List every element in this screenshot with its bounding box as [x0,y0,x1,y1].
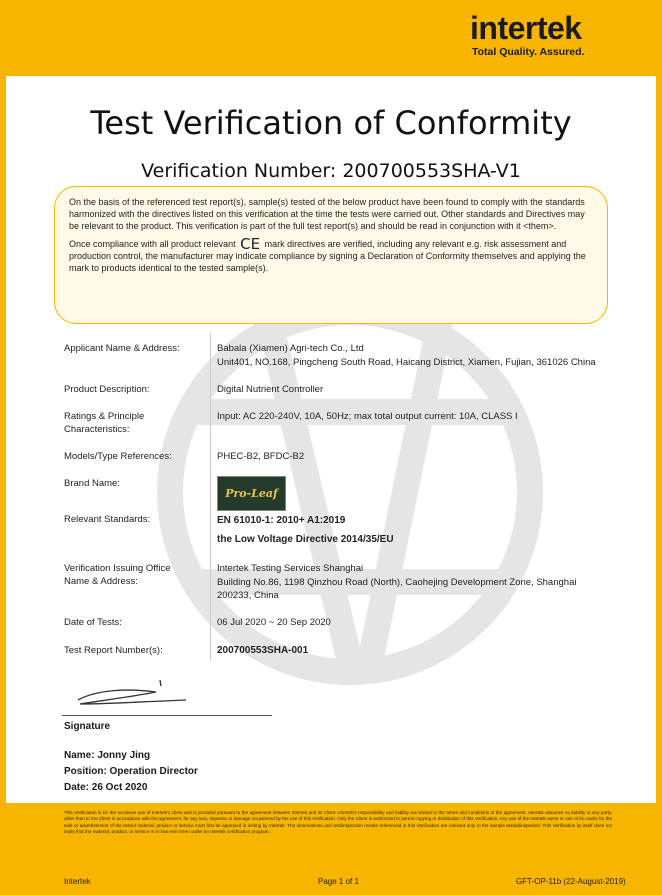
intro-text-a: Once compliance with all product relevant [69,239,236,249]
signature-date: Date: 26 Oct 2020 [64,782,148,793]
intro-box [54,186,608,324]
standards-value-1: EN 61010-1: 2010+ A1:2019 [217,515,346,526]
intro-text-b: mark directives are verified, including any relevant e.g. risk assessment and production control, the manufacturer may indicate compliance by signing a Declaration of Conformity themselves and applying the mark to products identical to the tested sample(s). [69,239,586,273]
document-title: Test Verification of Conformity [90,104,572,142]
intro-paragraph-2 [69,235,593,274]
verification-number: Verification Number: 200700553SHA-V1 [141,160,521,182]
intro-paragraph-1: On the basis of the referenced test report(s), sample(s) tested of the below product have been found to comply with the standards harmonized with the directives listed on this verification at the time the tests were carried out. Other standards and Directives may be relevant to the product. This verification is part of the full test report(s) and should be read in conjunction with it <them>. [69,197,585,231]
handwritten-signature [66,674,196,714]
standards-label: Relevant Standards: [64,514,151,525]
applicant-label: Applicant Name & Address: [64,343,180,354]
signature-label: Signature [64,721,111,732]
report-value: 200700553SHA-001 [217,645,309,656]
dates-value: 06 Jul 2020 ~ 20 Sep 2020 [217,617,331,628]
signatory-position: Position: Operation Director [64,766,198,777]
brand-logo-text: Pro-Leaf [225,487,278,500]
office-label: Verification Issuing Office Name & Address: [64,563,171,587]
brand-label: Brand Name: [64,478,120,489]
logo-tagline: Total Quality. Assured. [472,46,585,58]
signature-line [62,715,272,716]
ratings-label: Ratings & Principle Characteristics: [64,411,145,435]
applicant-name: Babala (Xiamen) Agri-tech Co., Ltd [217,343,364,354]
office-name: Intertek Testing Services Shanghai [217,563,364,574]
footer-company: Intertek [64,877,91,886]
footer-page-number: Page 1 of 1 [318,877,359,886]
applicant-address: Unit401, NO.168, Pingcheng South Road, Haicang District, Xiamen, Fujian, 361026 China [217,357,596,368]
office-address: Building No.86, 1198 Qinzhou Road (North), Caohejing Development Zone, Shanghai 200233, China [217,577,577,601]
footer-form-code: GFT-OP-11b (22-August-2019) [516,877,626,886]
standards-value-2: the Low Voltage Directive 2014/35/EU [217,534,394,545]
product-value: Digital Nutrient Controller [217,384,324,395]
column-divider [210,333,211,660]
dates-label: Date of Tests: [64,617,122,628]
product-label: Product Description: [64,384,150,395]
models-value: PHEC-B2, BFDC-B2 [217,451,305,462]
signatory-name: Name: Jonny Jing [64,750,151,761]
brand-logo [217,476,286,511]
ce-mark-icon: CE [240,235,261,253]
intertek-logo: intertek [470,10,582,46]
disclaimer-text: This Verification is for the exclusive use of Intertek's client and is provided pursuant to the agreement between Intertek and its Client. Intertek's responsibility and liability are limited to the terms and conditions of the agreement. Intertek assumes no liability to any party, other than to the Client in accordance with the agreement, for any loss, expense or damage occasioned by the use of this Verification. Only the Client is authorized to permit copying or distribution of this Verification. Any use of the Intertek name or one of its marks for the sale or advertisement of the tested material, product or service must first be approved in writing by Intertek. The observations and test/inspection results referenced in this Verification are relevant only to the sample tested/inspected. This Verification by itself does not imply that the material, product, or service is or has ever been under an Intertek certification program. [64,810,612,835]
ratings-value: Input: AC 220-240V, 10A, 50Hz; max total output current: 10A, CLASS I [217,411,518,422]
models-label: Models/Type References: [64,451,172,462]
report-label: Test Report Number(s): [64,645,163,656]
